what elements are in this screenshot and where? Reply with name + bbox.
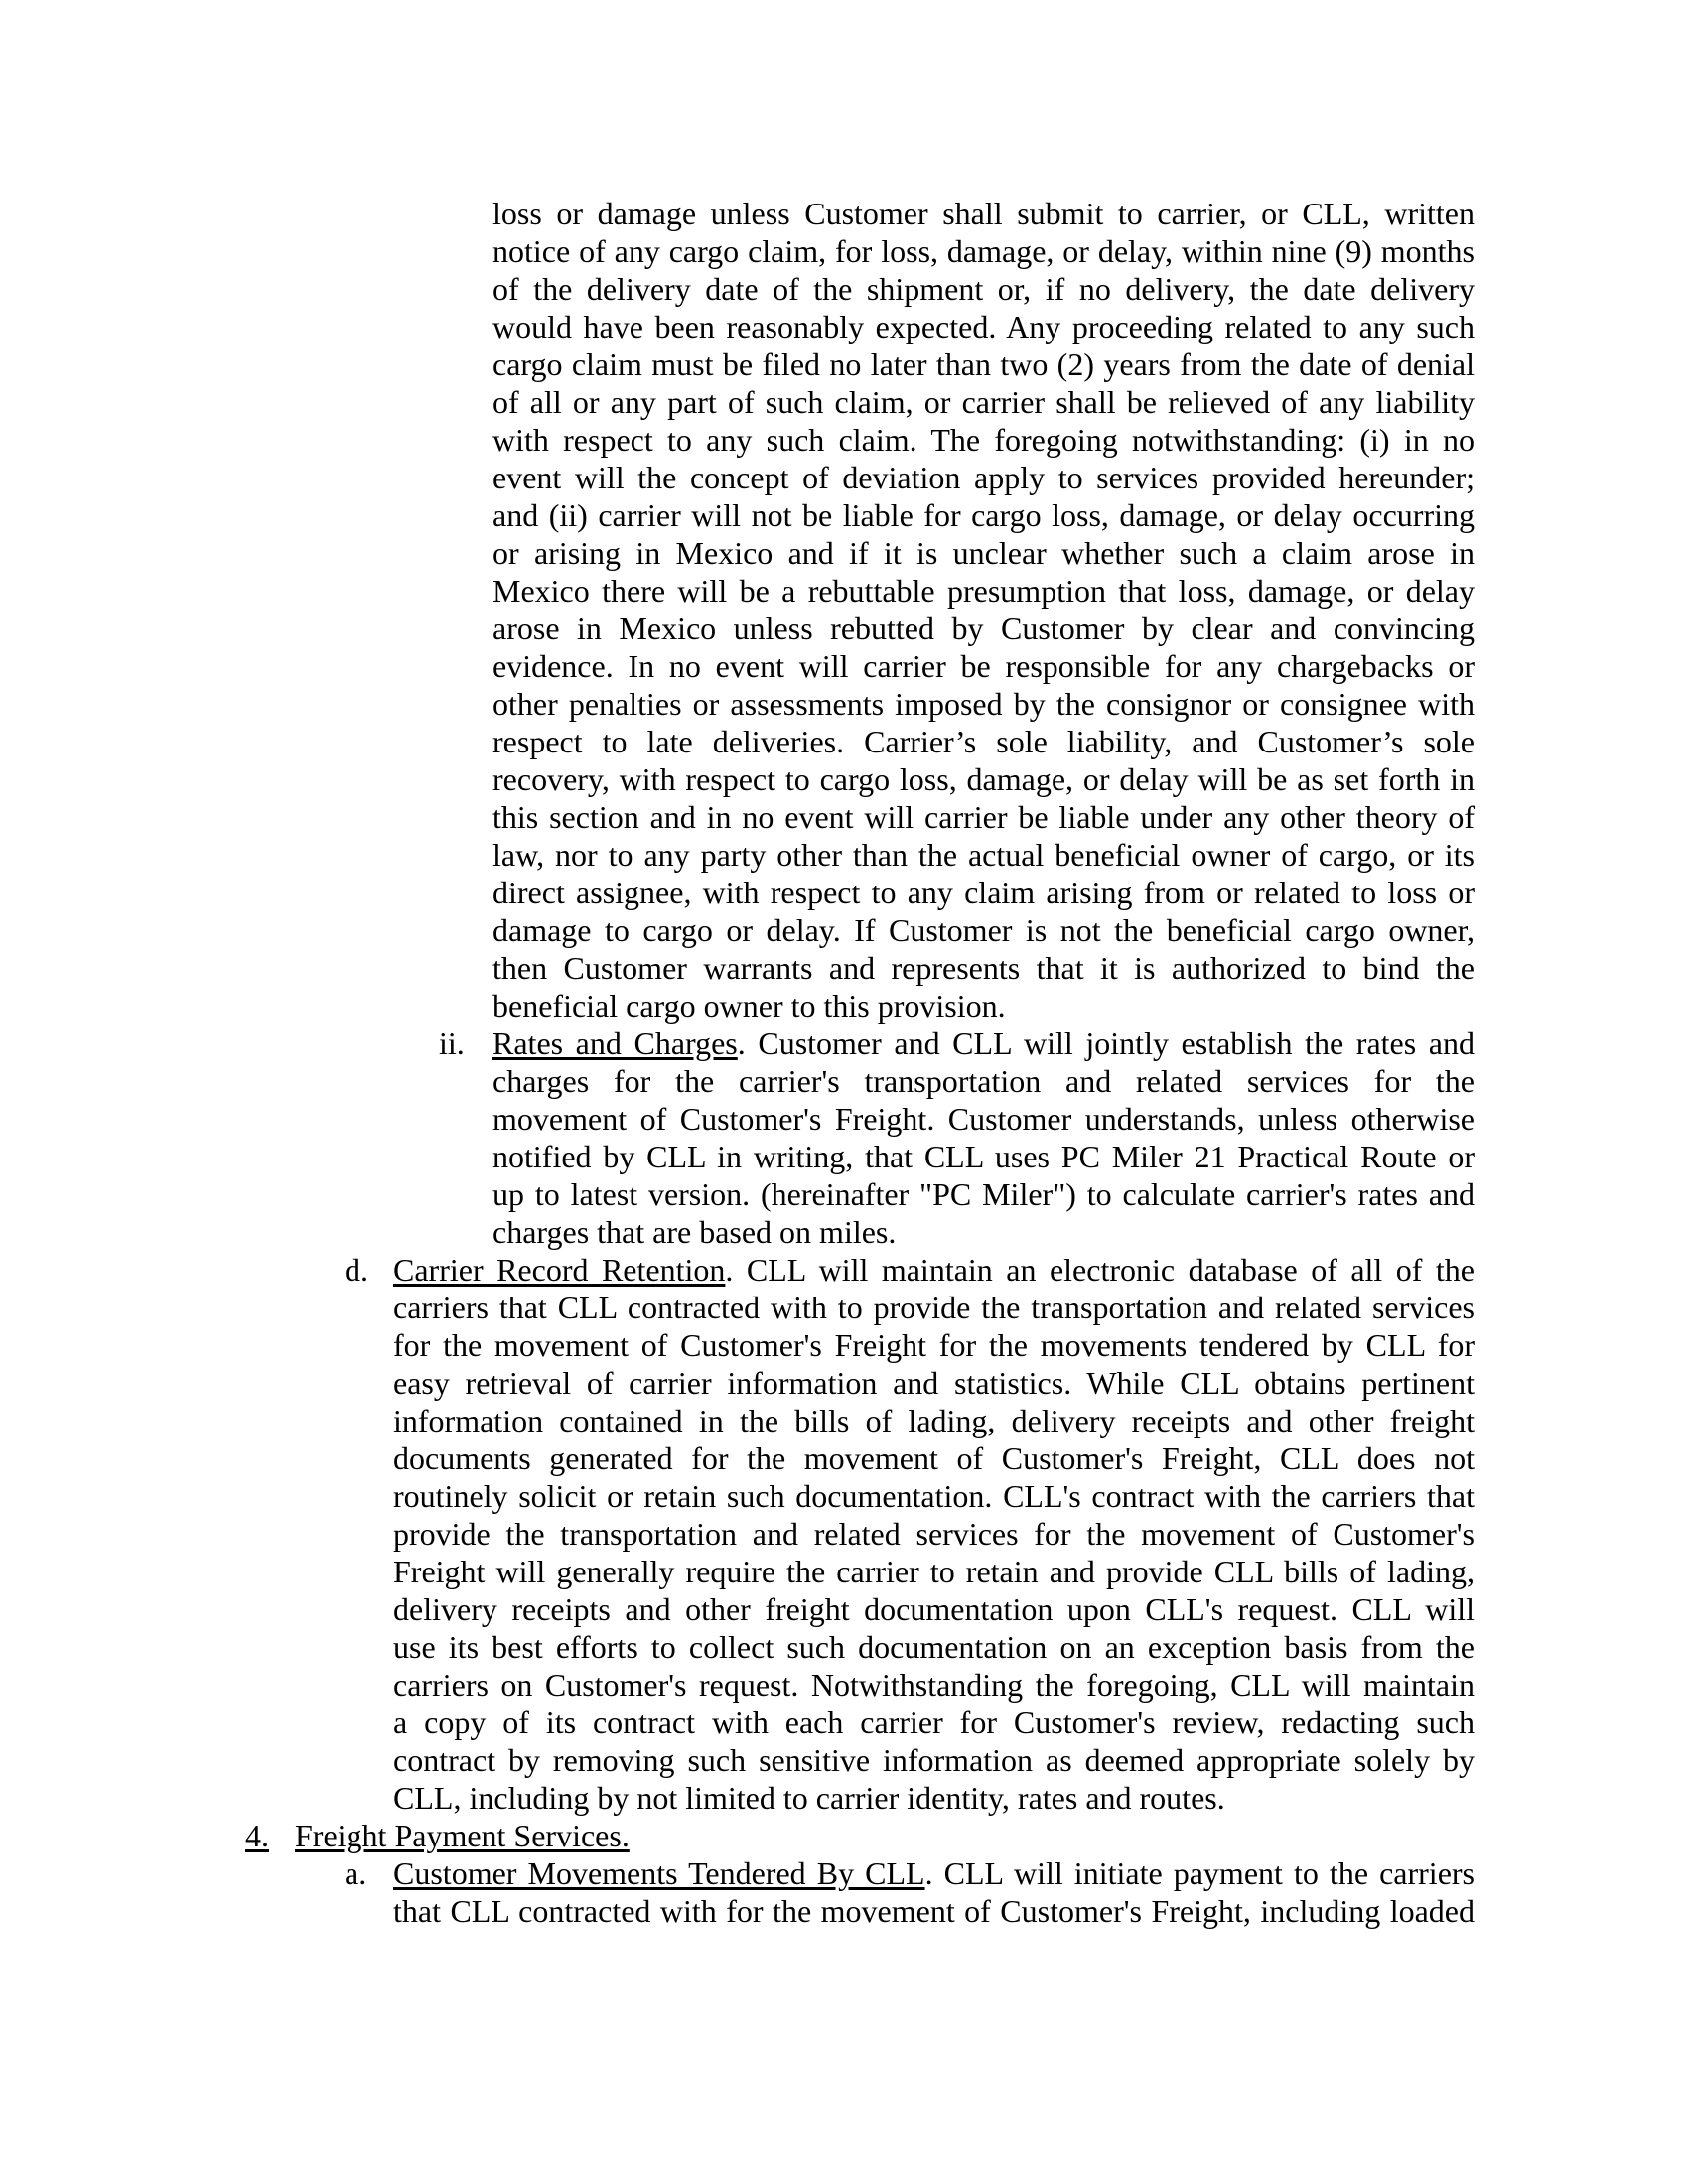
text-line	[0, 345, 1688, 383]
line-text: or arising in Mexico and if it is unclear whether such a claim arose in	[492, 535, 1475, 571]
line-text: movement of Customer's Freight. Customer understands, unless otherwise	[492, 1101, 1475, 1137]
line-text: law, nor to any party other than the actual beneficial owner of cargo, or its	[492, 837, 1475, 873]
text-line	[0, 685, 1688, 723]
continuation-paragraph	[0, 195, 1688, 1024]
item-label: a.	[345, 1855, 367, 1891]
text-line	[0, 949, 1688, 987]
line-text: loss or damage unless Customer shall submit to carrier, or CLL, written	[492, 196, 1475, 231]
text-line	[0, 1326, 1688, 1364]
text-line	[0, 1175, 1688, 1213]
line-text: Mexico there will be a rebuttable presumption that loss, damage, or delay	[492, 573, 1475, 609]
text-line	[0, 1364, 1688, 1402]
text-line	[0, 723, 1688, 760]
text-line	[0, 911, 1688, 949]
text-line	[0, 421, 1688, 459]
text-line	[0, 874, 1688, 911]
line-text: carriers that CLL contracted with to provide the transportation and related services	[393, 1290, 1475, 1325]
document-page	[0, 195, 1688, 1930]
item-ii-rates-and-charges	[0, 1024, 1688, 1251]
line-text: beneficial cargo owner to this provision.	[492, 988, 1006, 1024]
text-line	[0, 1062, 1688, 1100]
line-text: of the delivery date of the shipment or, if no delivery, the date delivery	[492, 271, 1475, 307]
text-line	[0, 647, 1688, 685]
item-heading: Rates and Charges	[492, 1025, 738, 1061]
text-line	[0, 987, 1688, 1024]
text-line	[0, 836, 1688, 874]
text-line	[0, 1666, 1688, 1704]
text-line	[0, 1741, 1688, 1779]
line-text: charges that are based on miles.	[492, 1214, 897, 1250]
item-heading: Customer Movements Tendered By CLL	[393, 1855, 925, 1891]
item-text: . CLL will maintain an electronic database of all of the	[725, 1252, 1476, 1288]
text-line	[0, 1477, 1688, 1515]
text-line	[0, 1100, 1688, 1138]
text-line	[0, 1704, 1688, 1741]
text-line	[0, 195, 1688, 232]
text-line	[0, 1590, 1688, 1628]
line-text: cargo claim must be filed no later than two (2) years from the date of denial	[492, 346, 1475, 382]
line-text: event will the concept of deviation apply to services provided hereunder;	[492, 460, 1475, 495]
text-line	[0, 1515, 1688, 1553]
line-text: notice of any cargo claim, for loss, damage, or delay, within nine (9) months	[492, 233, 1475, 269]
text-line	[0, 232, 1688, 270]
item-a-customer-movements	[0, 1854, 1688, 1930]
line-text: for the movement of Customer's Freight for the movements tendered by CLL for	[393, 1327, 1475, 1363]
line-text: notified by CLL in writing, that CLL uses PC Miler 21 Practical Route or	[492, 1139, 1475, 1174]
text-line	[0, 610, 1688, 647]
line-text: documents generated for the movement of Customer's Freight, CLL does not	[393, 1440, 1475, 1476]
text-line	[0, 760, 1688, 798]
item-body	[0, 1892, 1688, 1930]
line-text: damage to cargo or delay. If Customer is not the beneficial cargo owner,	[492, 912, 1475, 948]
line-text: other penalties or assessments imposed by the consignor or consignee with	[492, 686, 1475, 722]
text-line	[0, 383, 1688, 421]
line-text: delivery receipts and other freight documentation upon CLL's request. CLL will	[393, 1591, 1475, 1627]
line-text: provide the transportation and related services for the movement of Customer's	[393, 1516, 1475, 1552]
text-line	[0, 1628, 1688, 1666]
text-line	[0, 572, 1688, 610]
line-text: direct assignee, with respect to any claim arising from or related to loss or	[492, 875, 1475, 910]
line-text: this section and in no event will carrier be liable under any other theory of	[492, 799, 1475, 835]
line-text: a copy of its contract with each carrier for Customer's review, redacting such	[393, 1705, 1475, 1740]
text-line	[0, 270, 1688, 308]
line-text: charges for the carrier's transportation and related services for the	[492, 1063, 1475, 1099]
line-text: evidence. In no event will carrier be responsible for any chargebacks or	[492, 648, 1475, 684]
line-text: respect to late deliveries. Carrier’s sole liability, and Customer’s sole	[492, 724, 1475, 759]
text-line	[0, 496, 1688, 534]
text-line	[0, 1892, 1688, 1930]
text-line	[0, 1439, 1688, 1477]
line-text: CLL, including by not limited to carrier identity, rates and routes.	[393, 1780, 1225, 1816]
line-text: Freight will generally require the carrier to retain and provide CLL bills of lading,	[393, 1554, 1475, 1589]
line-text: information contained in the bills of lading, delivery receipts and other freight	[393, 1403, 1475, 1438]
line-text: then Customer warrants and represents that it is authorized to bind the	[492, 950, 1475, 986]
text-line	[0, 1138, 1688, 1175]
item-text: . CLL will initiate payment to the carriers	[924, 1855, 1476, 1891]
item-d-carrier-record-retention	[0, 1251, 1688, 1817]
text-line	[0, 1289, 1688, 1326]
text-line	[0, 1779, 1688, 1817]
section-heading: Freight Payment Services.	[295, 1818, 630, 1853]
item-label: d.	[345, 1252, 368, 1288]
text-line	[0, 459, 1688, 496]
text-line	[0, 798, 1688, 836]
line-text: arose in Mexico unless rebutted by Customer by clear and convincing	[492, 611, 1475, 646]
section-4-freight-payment-services	[0, 1817, 1688, 1854]
line-text: carriers on Customer's request. Notwithstanding the foregoing, CLL will maintain	[393, 1667, 1475, 1703]
line-text: routinely solicit or retain such documentation. CLL's contract with the carriers that	[393, 1478, 1475, 1514]
line-text: up to latest version. (hereinafter "PC Miler") to calculate carrier's rates and	[492, 1176, 1475, 1212]
line-text: use its best efforts to collect such documentation on an exception basis from the	[393, 1629, 1475, 1665]
line-text: contract by removing such sensitive information as deemed appropriate solely by	[393, 1742, 1475, 1778]
item-body	[0, 1289, 1688, 1817]
section-label: 4.	[245, 1818, 269, 1853]
line-text: and (ii) carrier will not be liable for cargo loss, damage, or delay occurring	[492, 497, 1475, 533]
text-line	[0, 308, 1688, 345]
line-text: that CLL contracted with for the movement of Customer's Freight, including loaded	[393, 1893, 1475, 1929]
item-text: . Customer and CLL will jointly establish the rates and	[737, 1025, 1476, 1061]
line-text: recovery, with respect to cargo loss, damage, or delay will be as set forth in	[492, 761, 1475, 797]
item-label: ii.	[439, 1025, 465, 1061]
line-text: easy retrieval of carrier information and statistics. While CLL obtains pertinent	[393, 1365, 1475, 1401]
line-text: would have been reasonably expected. Any proceeding related to any such	[492, 309, 1475, 344]
text-line	[0, 1402, 1688, 1439]
line-text: of all or any part of such claim, or carrier shall be relieved of any liability	[492, 384, 1475, 420]
text-line	[0, 1213, 1688, 1251]
line-text: with respect to any such claim. The foregoing notwithstanding: (i) in no	[492, 422, 1475, 458]
text-line	[0, 1553, 1688, 1590]
text-line	[0, 534, 1688, 572]
item-heading: Carrier Record Retention	[393, 1252, 726, 1288]
item-body	[0, 1062, 1688, 1251]
